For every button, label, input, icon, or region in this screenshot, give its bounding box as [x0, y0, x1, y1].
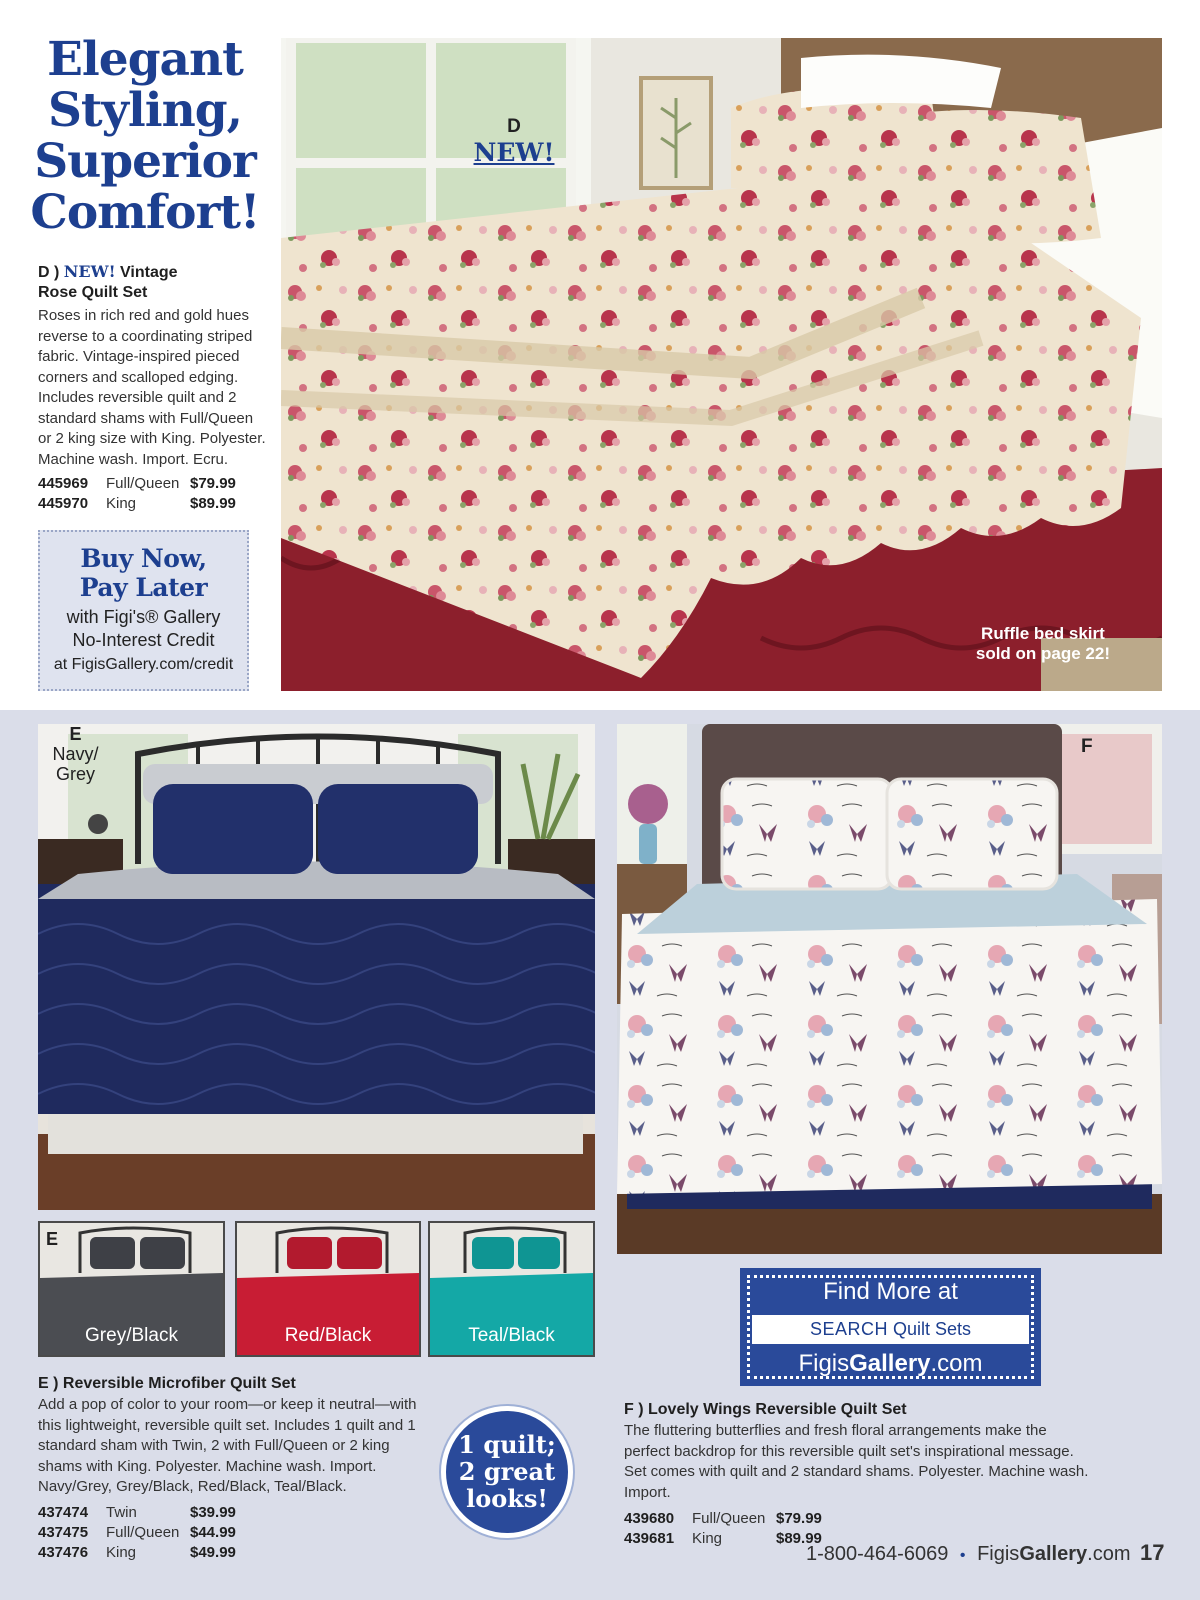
badge-line: 2 great — [458, 1457, 556, 1486]
thumb-grey-black[interactable] — [38, 1221, 225, 1357]
site-part: Gallery — [1019, 1543, 1088, 1565]
credit-text: No-Interest Credit — [72, 630, 215, 650]
photo-color: Grey — [55, 764, 95, 784]
product-f-info — [624, 1400, 1094, 1549]
product-e-photo — [38, 724, 595, 1210]
credit-url[interactable]: at FigisGallery.com/credit — [53, 656, 234, 673]
headline-line: Styling, — [47, 83, 243, 138]
product-e-description: Add a pop of color to your room—or keep it neutral—with this lightweight, reversible quilt set. Includes 1 quilt and 1 standard sham with Twin, 2 with Full/Queen or 2 king shams with King. Polyester. Machine wash. Import. Navy/Grey, Grey/Black, Red/Black, Teal/Black. — [38, 1396, 417, 1495]
price-row — [38, 474, 236, 494]
title-text: Vintage — [120, 264, 178, 281]
product-d-description: Roses in rich red and gold hues reverse to a coordinating striped fabric. Vintage-inspired pieced corners and scalloped edging. Includes reversible quilt and 2 standard shams with Full/Queen or 2 king size with King. Polyester. Machine wash. Import. Ecru. — [38, 307, 266, 468]
credit-headline: Pay Later — [79, 573, 208, 602]
page-number: 17 — [1140, 1540, 1165, 1565]
buy-now-pay-later-box[interactable] — [38, 530, 249, 691]
size: Full/Queen — [106, 1523, 180, 1541]
find-more-site[interactable] — [742, 1350, 1039, 1378]
headline-line: Comfort! — [30, 185, 260, 240]
size: King — [106, 1543, 137, 1561]
product-f-title: F ) Lovely Wings Reversible Quilt Set — [624, 1401, 907, 1418]
sku: 437474 — [38, 1503, 89, 1521]
photo-d-label — [469, 116, 559, 167]
size: Twin — [106, 1503, 137, 1521]
product-d-photo — [281, 38, 1162, 691]
headline-line: Superior — [34, 134, 256, 189]
badge-line: looks! — [466, 1484, 548, 1513]
price-row — [38, 1503, 236, 1523]
thumb-caption: Red/Black — [284, 1325, 372, 1346]
sku: 437475 — [38, 1523, 89, 1541]
site-part: .com — [1087, 1543, 1131, 1565]
site-part: Figis — [977, 1543, 1020, 1565]
sku: 437476 — [38, 1543, 89, 1561]
note-line: Ruffle bed skirt — [981, 624, 1105, 643]
sku: 439680 — [624, 1510, 675, 1527]
thumb-teal-black[interactable] — [428, 1221, 595, 1357]
price: $49.99 — [190, 1543, 236, 1561]
badge-line: 1 quilt; — [458, 1430, 556, 1459]
product-f-price-table — [624, 1509, 822, 1549]
price-row — [38, 1523, 236, 1543]
site-part: Gallery — [849, 1350, 931, 1377]
product-f-description: The fluttering butterflies and fresh floral arrangements make the perfect backdrop for this reversible quilt set's inspirational message. Set comes with quilt and 2 standard shams. Polyester. Machine wash. Import. — [624, 1422, 1089, 1501]
navy-quilt-bed-illustration — [38, 724, 595, 1210]
credit-text: with Figi's® Gallery — [66, 607, 221, 627]
product-d-title — [38, 262, 270, 303]
price-row — [38, 1543, 236, 1563]
note-line: sold on page 22! — [975, 644, 1110, 663]
sku: 445969 — [38, 475, 89, 492]
price: $39.99 — [190, 1503, 236, 1521]
price: $79.99 — [776, 1510, 822, 1527]
photo-color: Navy/ — [52, 744, 99, 764]
bullet-separator: • — [959, 1547, 966, 1564]
product-f-photo — [617, 724, 1162, 1254]
bed-skirt-note — [976, 624, 1110, 664]
title-text: Rose Quilt Set — [38, 284, 148, 301]
site-part: Figis — [798, 1350, 850, 1377]
price-row — [38, 494, 236, 514]
price-row — [624, 1529, 822, 1549]
photo-letter: E — [69, 724, 82, 744]
find-more-box[interactable] — [740, 1268, 1041, 1386]
product-e-price-table — [38, 1503, 236, 1563]
vintage-rose-bed-illustration — [281, 38, 1162, 691]
headline-line: Elegant — [47, 32, 243, 87]
price: $79.99 — [190, 475, 236, 492]
site-part: .com — [930, 1350, 983, 1377]
sku: 439681 — [624, 1530, 675, 1547]
thumb-caption: Teal/Black — [468, 1325, 555, 1346]
sku: 445970 — [38, 495, 89, 512]
product-letter: D ) — [38, 264, 60, 281]
photo-e-label — [48, 724, 103, 784]
search-keyword: SEARCH — [809, 1319, 888, 1339]
find-more-heading: Find More at — [823, 1278, 958, 1305]
new-badge-text: NEW! — [63, 262, 116, 281]
size: Full/Queen — [692, 1510, 766, 1527]
size: Full/Queen — [106, 475, 180, 492]
photo-new-badge: NEW! — [473, 138, 555, 167]
product-e-title: E ) Reversible Microfiber Quilt Set — [38, 1375, 296, 1392]
product-e-info — [38, 1374, 433, 1563]
footer-contact — [806, 1543, 1130, 1566]
two-looks-badge — [441, 1406, 573, 1538]
photo-letter: F — [1081, 736, 1093, 757]
footer-site[interactable] — [977, 1543, 1130, 1565]
phone-number[interactable]: 1-800-464-6069 — [806, 1543, 949, 1565]
page-headline — [30, 34, 260, 238]
search-term: Quilt Sets — [893, 1319, 972, 1339]
price-row — [624, 1509, 822, 1529]
thumb-red-black[interactable] — [235, 1221, 421, 1357]
butterfly-quilt-bed-illustration — [617, 724, 1162, 1254]
photo-letter: D — [507, 116, 521, 137]
product-d-price-table — [38, 474, 236, 514]
product-d-info — [38, 262, 270, 514]
price: $89.99 — [776, 1530, 822, 1547]
thumb-letter: E — [46, 1229, 59, 1249]
credit-headline: Buy Now, — [80, 544, 207, 573]
size: King — [106, 495, 137, 512]
price: $89.99 — [190, 495, 236, 512]
thumb-caption: Grey/Black — [85, 1325, 178, 1346]
price: $44.99 — [190, 1523, 236, 1541]
search-bar[interactable] — [752, 1315, 1029, 1344]
size: King — [692, 1530, 723, 1547]
